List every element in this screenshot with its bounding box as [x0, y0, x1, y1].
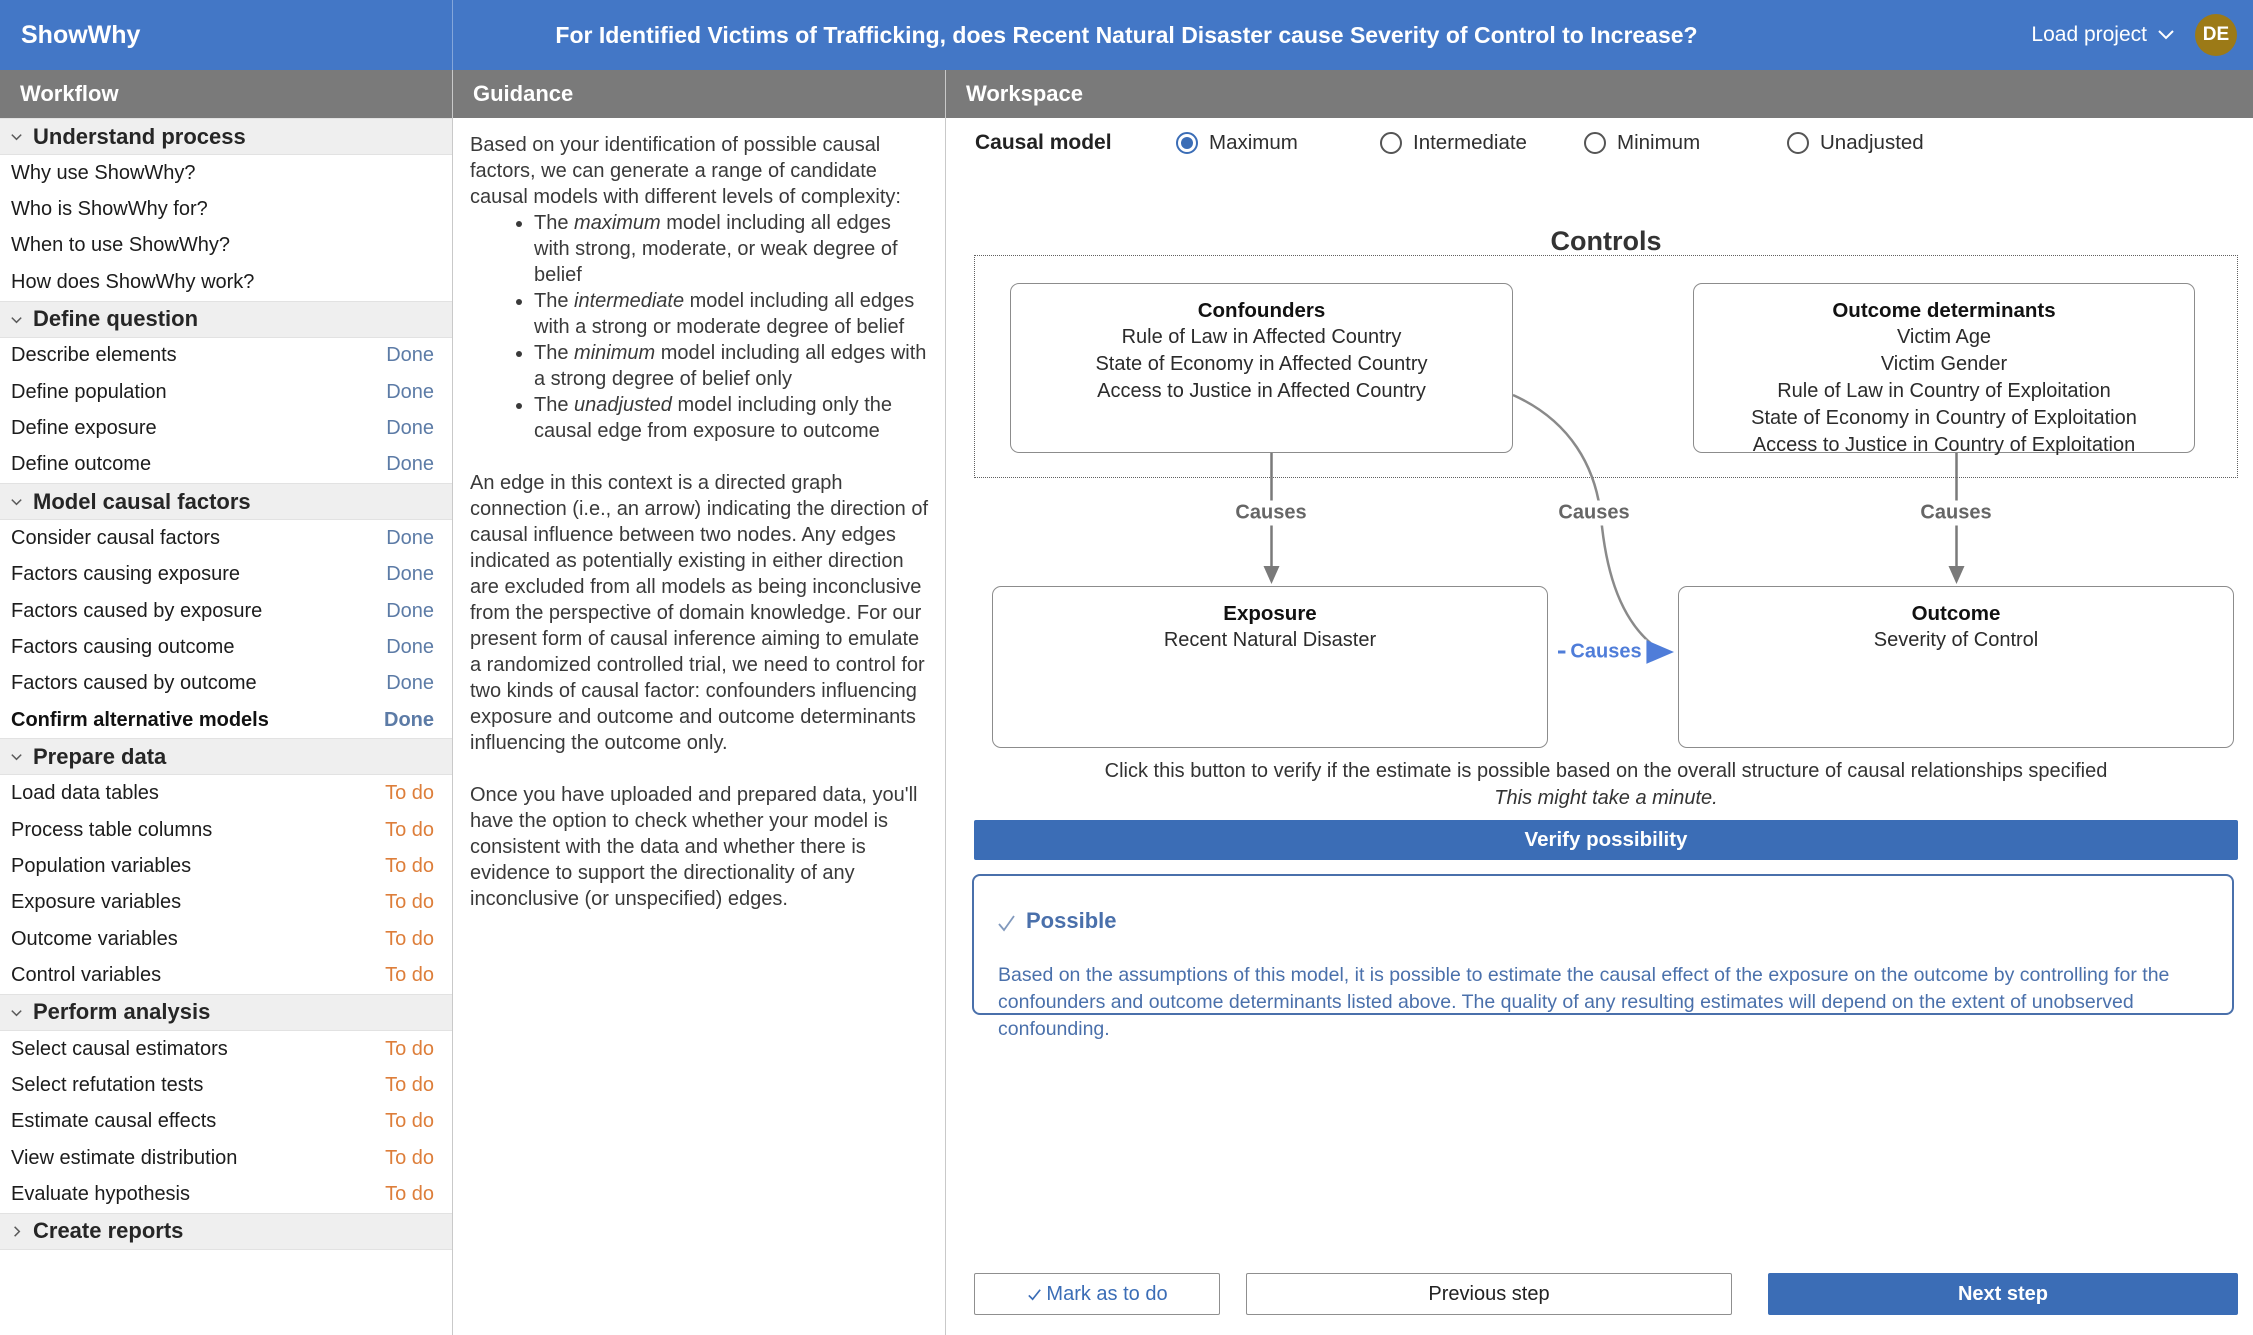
causal-question-title: For Identified Victims of Trafficking, does Recent Natural Disaster cause Severity of Control to Increase?	[555, 22, 1698, 48]
controls-group-title: Controls	[1550, 226, 1662, 256]
workflow-item-define-exposure[interactable]	[0, 410, 452, 446]
workflow-item-consider-causal-factors[interactable]	[0, 520, 452, 556]
workflow-item-describe-elements[interactable]	[0, 338, 452, 374]
guidance-bullet: • The maximum model including all edges with strong, moderate, or weak degree of belief	[534, 210, 929, 288]
top-bar	[0, 0, 2253, 70]
workflow-item-why-use-showwhy-[interactable]	[0, 155, 452, 191]
workflow-item-label: Factors caused by outcome	[11, 672, 257, 695]
workflow-item-label: How does ShowWhy work?	[11, 270, 255, 293]
status-badge: To do	[385, 1037, 434, 1060]
node-title: Outcome	[1911, 602, 2001, 625]
workflow-item-label: Confirm alternative models	[11, 708, 269, 731]
status-badge: To do	[385, 1073, 434, 1096]
status-badge: Done	[386, 380, 434, 403]
workflow-item-evaluate-hypothesis[interactable]	[0, 1176, 452, 1212]
status-badge: Done	[386, 635, 434, 658]
section-label: Perform analysis	[33, 999, 211, 1025]
node-variable: State of Economy in Affected Country	[1095, 353, 1428, 375]
status-badge: To do	[385, 818, 434, 841]
workflow-section-prepare-data[interactable]	[0, 738, 452, 775]
workflow-item-label: When to use ShowWhy?	[11, 234, 230, 257]
chevron-down-icon	[9, 129, 24, 144]
workflow-item-factors-caused-by-outcome[interactable]	[0, 666, 452, 702]
workflow-item-label: Load data tables	[11, 782, 159, 805]
guidance-bullet: • The unadjusted model including only the causal edge from exposure to outcome	[534, 392, 929, 444]
workflow-item-control-variables[interactable]	[0, 957, 452, 993]
workflow-item-label: View estimate distribution	[11, 1146, 238, 1169]
verify-possibility-button[interactable]: Verify possibility	[974, 820, 2238, 860]
status-badge: Done	[386, 526, 434, 549]
node-title: Confounders	[1197, 299, 1326, 322]
node-variable: Rule of Law in Country of Exploitation	[1777, 380, 2111, 402]
workflow-item-label: Control variables	[11, 964, 162, 987]
workflow-item-process-table-columns[interactable]	[0, 812, 452, 848]
workflow-item-how-does-showwhy-work-[interactable]	[0, 264, 452, 300]
section-label: Create reports	[33, 1218, 184, 1244]
workflow-item-select-causal-estimators[interactable]	[0, 1031, 452, 1067]
workflow-item-estimate-causal-effects[interactable]	[0, 1104, 452, 1140]
workflow-item-outcome-variables[interactable]	[0, 921, 452, 957]
workflow-item-define-population[interactable]	[0, 374, 452, 410]
workflow-item-exposure-variables[interactable]	[0, 885, 452, 921]
node-title: Outcome determinants	[1832, 299, 2056, 322]
workflow-item-label: Process table columns	[11, 818, 213, 841]
guidance-bullet: • The intermediate model including all edges with a strong or moderate degree of belief	[534, 288, 929, 340]
workflow-section-model-causal-factors[interactable]	[0, 483, 452, 520]
verify-duration-note: This might take a minute.	[1494, 787, 1718, 809]
chevron-down-icon	[9, 749, 24, 764]
node-outcome-determinants	[1693, 283, 2195, 456]
node-title: Exposure	[1223, 602, 1317, 625]
radio-label: Maximum	[1209, 131, 1298, 154]
workflow-item-define-outcome[interactable]	[0, 447, 452, 483]
verify-instruction: Click this button to verify if the estimate is possible based on the overall structure of causal relationships specified	[1104, 760, 2108, 782]
workflow-panel-header: Workflow	[0, 70, 452, 118]
node-variable: Access to Justice in Affected Country	[1097, 380, 1426, 402]
node-exposure	[992, 586, 1548, 748]
node-variable: Severity of Control	[1873, 629, 2039, 651]
app-title: ShowWhy	[0, 0, 453, 70]
workflow-item-label: Select causal estimators	[11, 1037, 228, 1060]
workflow-item-population-variables[interactable]	[0, 848, 452, 884]
guidance-paragraph-data: Once you have uploaded and prepared data, you'll have the option to check whether your model is consistent with the data and whether there is evidence to support the directionality of any inconclusive (or unspecified) edges.	[470, 784, 918, 910]
workflow-item-label: Population variables	[11, 854, 192, 877]
workflow-item-who-is-showwhy-for-[interactable]	[0, 191, 452, 227]
chevron-down-icon	[9, 312, 24, 327]
node-variable: Victim Gender	[1880, 353, 2008, 375]
load-project-button[interactable]	[2031, 23, 2175, 47]
avatar[interactable]: DE	[2195, 14, 2237, 56]
workflow-item-label: Factors caused by exposure	[11, 599, 263, 622]
possible-title: Possible	[1026, 908, 1117, 933]
guidance-panel-header: Guidance	[453, 70, 945, 118]
workflow-item-load-data-tables[interactable]	[0, 775, 452, 811]
workflow-section-perform-analysis[interactable]	[0, 994, 452, 1031]
guidance-bullet-list	[470, 210, 929, 444]
workflow-item-select-refutation-tests[interactable]	[0, 1067, 452, 1103]
guidance-body	[453, 118, 945, 938]
workflow-section-create-reports[interactable]	[0, 1213, 452, 1250]
workflow-item-confirm-alternative-models[interactable]	[0, 702, 452, 738]
chevron-down-icon	[9, 1005, 24, 1020]
section-label: Define question	[33, 306, 199, 332]
workflow-item-label: Evaluate hypothesis	[11, 1183, 191, 1206]
status-badge: Done	[386, 453, 434, 476]
edge-label-causes: Causes	[1230, 501, 1311, 526]
edge-arrowhead-blue	[1646, 640, 1674, 664]
status-badge: Done	[386, 672, 434, 695]
status-badge: To do	[385, 927, 434, 950]
status-badge: To do	[385, 1110, 434, 1133]
edge-arrowhead	[1264, 566, 1280, 584]
workflow-item-label: Define population	[11, 380, 167, 403]
workflow-item-label: Define exposure	[11, 417, 157, 440]
status-badge: To do	[385, 964, 434, 987]
section-label: Understand process	[33, 123, 246, 149]
workflow-item-label: Describe elements	[11, 344, 177, 367]
status-badge: Done	[384, 708, 434, 731]
workflow-item-factors-causing-exposure[interactable]	[0, 557, 452, 593]
status-badge: Done	[386, 563, 434, 586]
node-variable: Victim Age	[1896, 326, 1992, 348]
workflow-item-label: Why use ShowWhy?	[11, 161, 196, 184]
radio-icon	[1787, 132, 1809, 154]
node-outcome	[1678, 586, 2234, 748]
workflow-item-label: Who is ShowWhy for?	[11, 198, 208, 221]
causal-model-selector	[946, 124, 2253, 162]
status-badge: To do	[385, 1146, 434, 1169]
workflow-item-factors-caused-by-exposure[interactable]	[0, 593, 452, 629]
workflow-panel	[0, 70, 453, 1335]
radio-selected-icon	[1176, 132, 1198, 154]
workflow-item-label: Estimate causal effects	[11, 1110, 217, 1133]
workflow-item-label: Consider causal factors	[11, 526, 220, 549]
node-variable: Rule of Law in Affected Country	[1121, 326, 1402, 348]
status-badge: Done	[386, 417, 434, 440]
node-confounders	[1010, 283, 1513, 453]
radio-label: Intermediate	[1413, 131, 1527, 154]
workspace-panel-header: Workspace	[946, 70, 2253, 118]
workflow-item-label: Factors causing exposure	[11, 563, 241, 586]
radio-icon	[1380, 132, 1402, 154]
guidance-paragraph-edges: An edge in this context is a directed graph connection (i.e., an arrow) indicating the direction of causal influence between two nodes. Any edges indicated as potentially existing in either direction are excluded from all models as being inconclusive from the perspective of domain knowledge. For our present form of causal inference aiming to emulate a randomized controlled trial, we need to control for two kinds of causal factor: confounders influencing exposure and outcome and outcome determinants influencing the outcome only.	[470, 472, 929, 754]
status-badge: Done	[386, 599, 434, 622]
workflow-item-factors-causing-outcome[interactable]	[0, 629, 452, 665]
chevron-down-icon	[9, 494, 24, 509]
node-variable: Access to Justice in Country of Exploitation	[1752, 434, 2136, 456]
guidance-panel	[453, 70, 946, 1335]
radio-label: Minimum	[1617, 131, 1701, 154]
workspace-content	[946, 118, 2253, 1335]
next-step-button[interactable]: Next step	[1768, 1273, 2238, 1315]
status-badge: To do	[385, 891, 434, 914]
node-variable: Recent Natural Disaster	[1163, 629, 1377, 651]
causal-model-label: Causal model	[975, 131, 1112, 154]
status-badge: Done	[386, 344, 434, 367]
workflow-item-view-estimate-distribution[interactable]	[0, 1140, 452, 1176]
workspace-panel	[946, 70, 2253, 1335]
status-badge: To do	[385, 854, 434, 877]
radio-intermediate[interactable]	[1380, 124, 1527, 162]
possible-description: Based on the assumptions of this model, it is possible to estimate the causal effect of the exposure on the outcome by controlling for the confounders and outcome determinants listed above. The quality of any resulting estimates will depend on the extent of unobserved confounding.	[998, 964, 2170, 1040]
workflow-section-define-question[interactable]	[0, 301, 452, 338]
workflow-item-label: Outcome variables	[11, 927, 178, 950]
workflow-item-label: Select refutation tests	[11, 1073, 204, 1096]
section-label: Model causal factors	[33, 488, 251, 514]
node-variable: State of Economy in Country of Exploitation	[1751, 407, 2137, 429]
workflow-item-label: Define outcome	[11, 453, 152, 476]
mark-as-to-do-label: Mark as to do	[1046, 1282, 1168, 1305]
check-icon	[996, 912, 1018, 934]
workflow-item-label: Factors causing outcome	[11, 635, 235, 658]
edge-label-causes: Causes	[1915, 501, 1996, 526]
workflow-list	[0, 118, 452, 1250]
radio-icon	[1584, 132, 1606, 154]
radio-label: Unadjusted	[1820, 131, 1924, 154]
guidance-intro: Based on your identification of possible causal factors, we can generate a range of candidate causal models with different levels of complexity:	[470, 134, 901, 208]
status-badge: To do	[385, 1183, 434, 1206]
edge-label-causes-blue: Causes	[1565, 640, 1646, 665]
radio-maximum[interactable]	[1176, 124, 1298, 162]
workflow-item-when-to-use-showwhy-[interactable]	[0, 228, 452, 264]
status-badge: To do	[385, 782, 434, 805]
radio-minimum[interactable]	[1584, 124, 1700, 162]
edge-label-causes: Causes	[1553, 501, 1634, 526]
previous-step-button[interactable]: Previous step	[1246, 1273, 1732, 1315]
load-project-label: Load project	[2031, 23, 2147, 46]
radio-unadjusted[interactable]	[1787, 124, 1924, 162]
section-label: Prepare data	[33, 743, 167, 769]
chevron-right-icon	[9, 1224, 24, 1239]
chevron-down-icon	[2157, 29, 2175, 41]
edge-arrowhead	[1949, 566, 1965, 584]
workflow-section-understand-process[interactable]	[0, 118, 452, 155]
guidance-bullet: • The minimum model including all edges with a strong degree of belief only	[534, 340, 929, 392]
check-icon	[1026, 1286, 1043, 1303]
workflow-item-label: Exposure variables	[11, 891, 182, 914]
possible-result-panel	[972, 874, 2234, 1040]
mark-as-to-do-button[interactable]	[974, 1273, 1220, 1315]
